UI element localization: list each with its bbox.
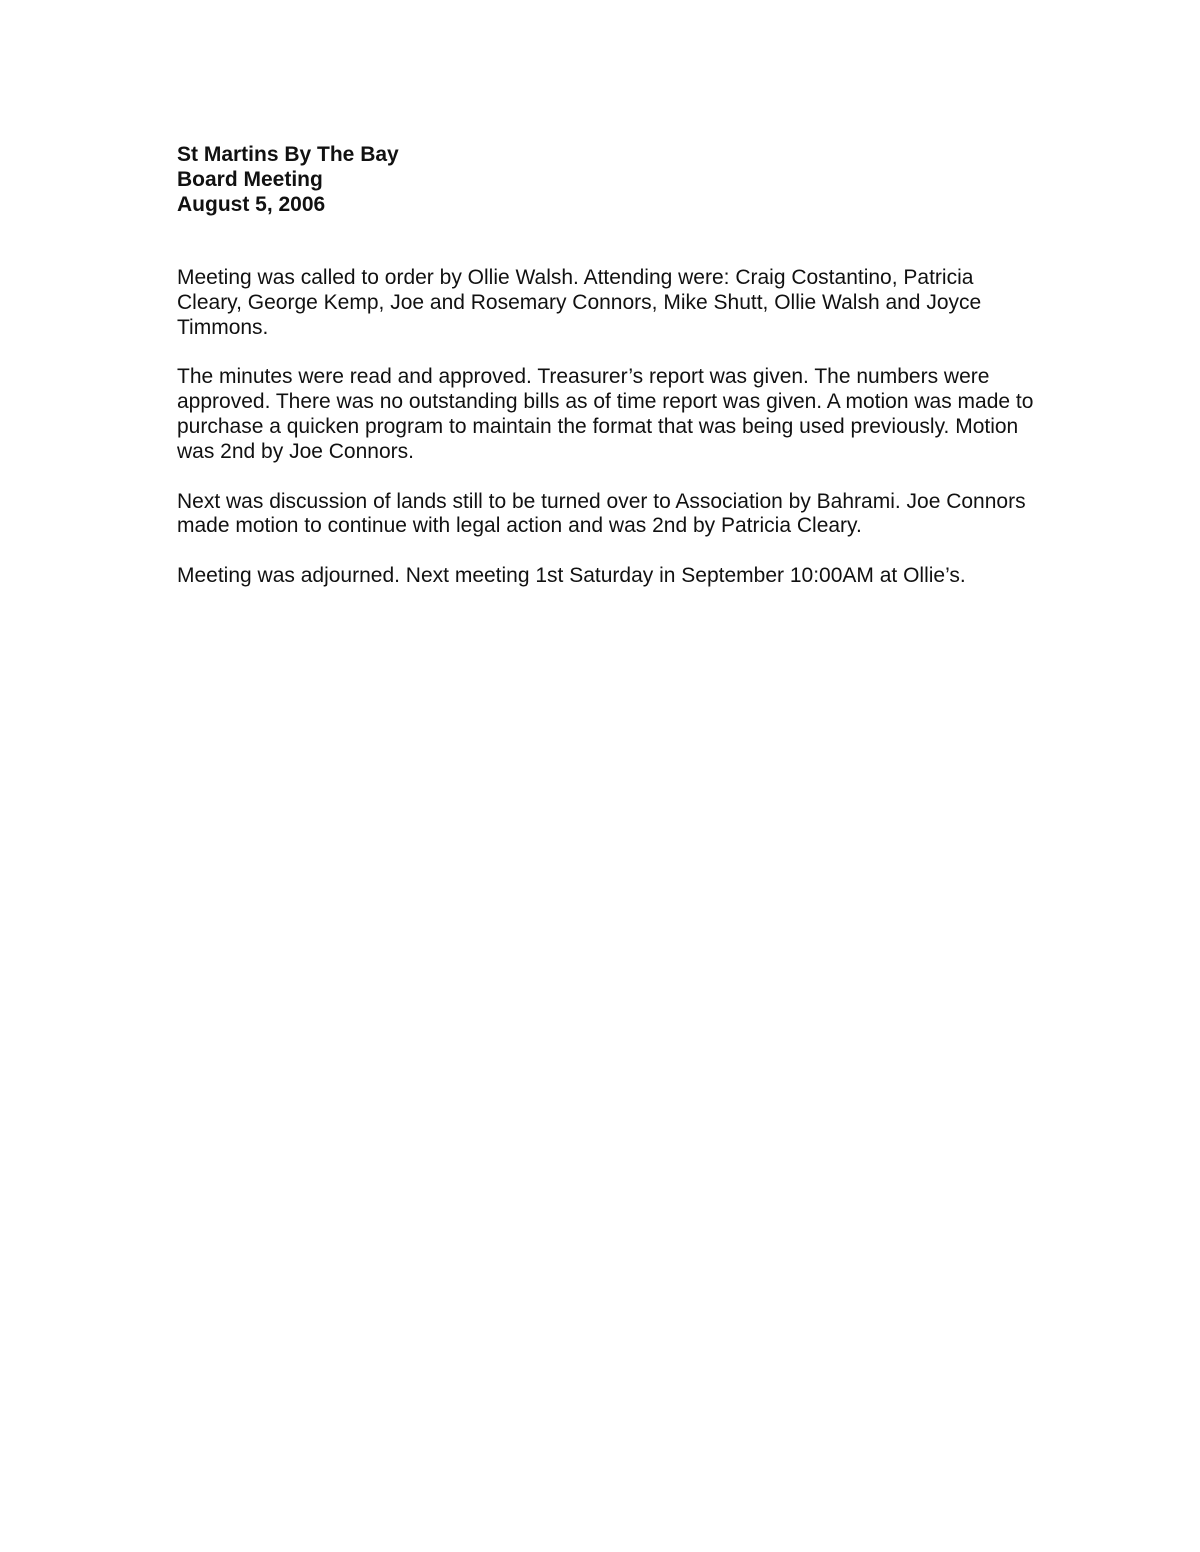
meeting-date: August 5, 2006 [177, 193, 326, 216]
paragraph-adjournment: Meeting was adjourned. Next meeting 1st Saturday in September 10:00AM at Ollie’s. [177, 564, 966, 588]
document-body [177, 266, 1037, 589]
document-page [177, 142, 1037, 614]
organization-name: St Martins By The Bay [177, 143, 399, 166]
paragraph-minutes-treasurer: The minutes were read and approved. Treasurer’s report was given. The numbers were approved. There was no outstanding bills as of time report was given. A motion was made to purchase a quicken program to maintain the format that was being used previously. Motion was 2nd by Joe Connors. [177, 365, 1034, 463]
paragraph-attendance: Meeting was called to order by Ollie Walsh. Attending were: Craig Costantino, Patricia Cleary, George Kemp, Joe and Rosemary Connors, Mike Shutt, Ollie Walsh and Joyce Timmons. [177, 266, 982, 339]
meeting-type: Board Meeting [177, 168, 323, 191]
paragraph-lands-discussion: Next was discussion of lands still to be turned over to Association by Bahrami. Joe Connors made motion to continue with legal action and was 2nd by Patricia Cleary. [177, 489, 1026, 538]
document-header [177, 142, 1037, 217]
